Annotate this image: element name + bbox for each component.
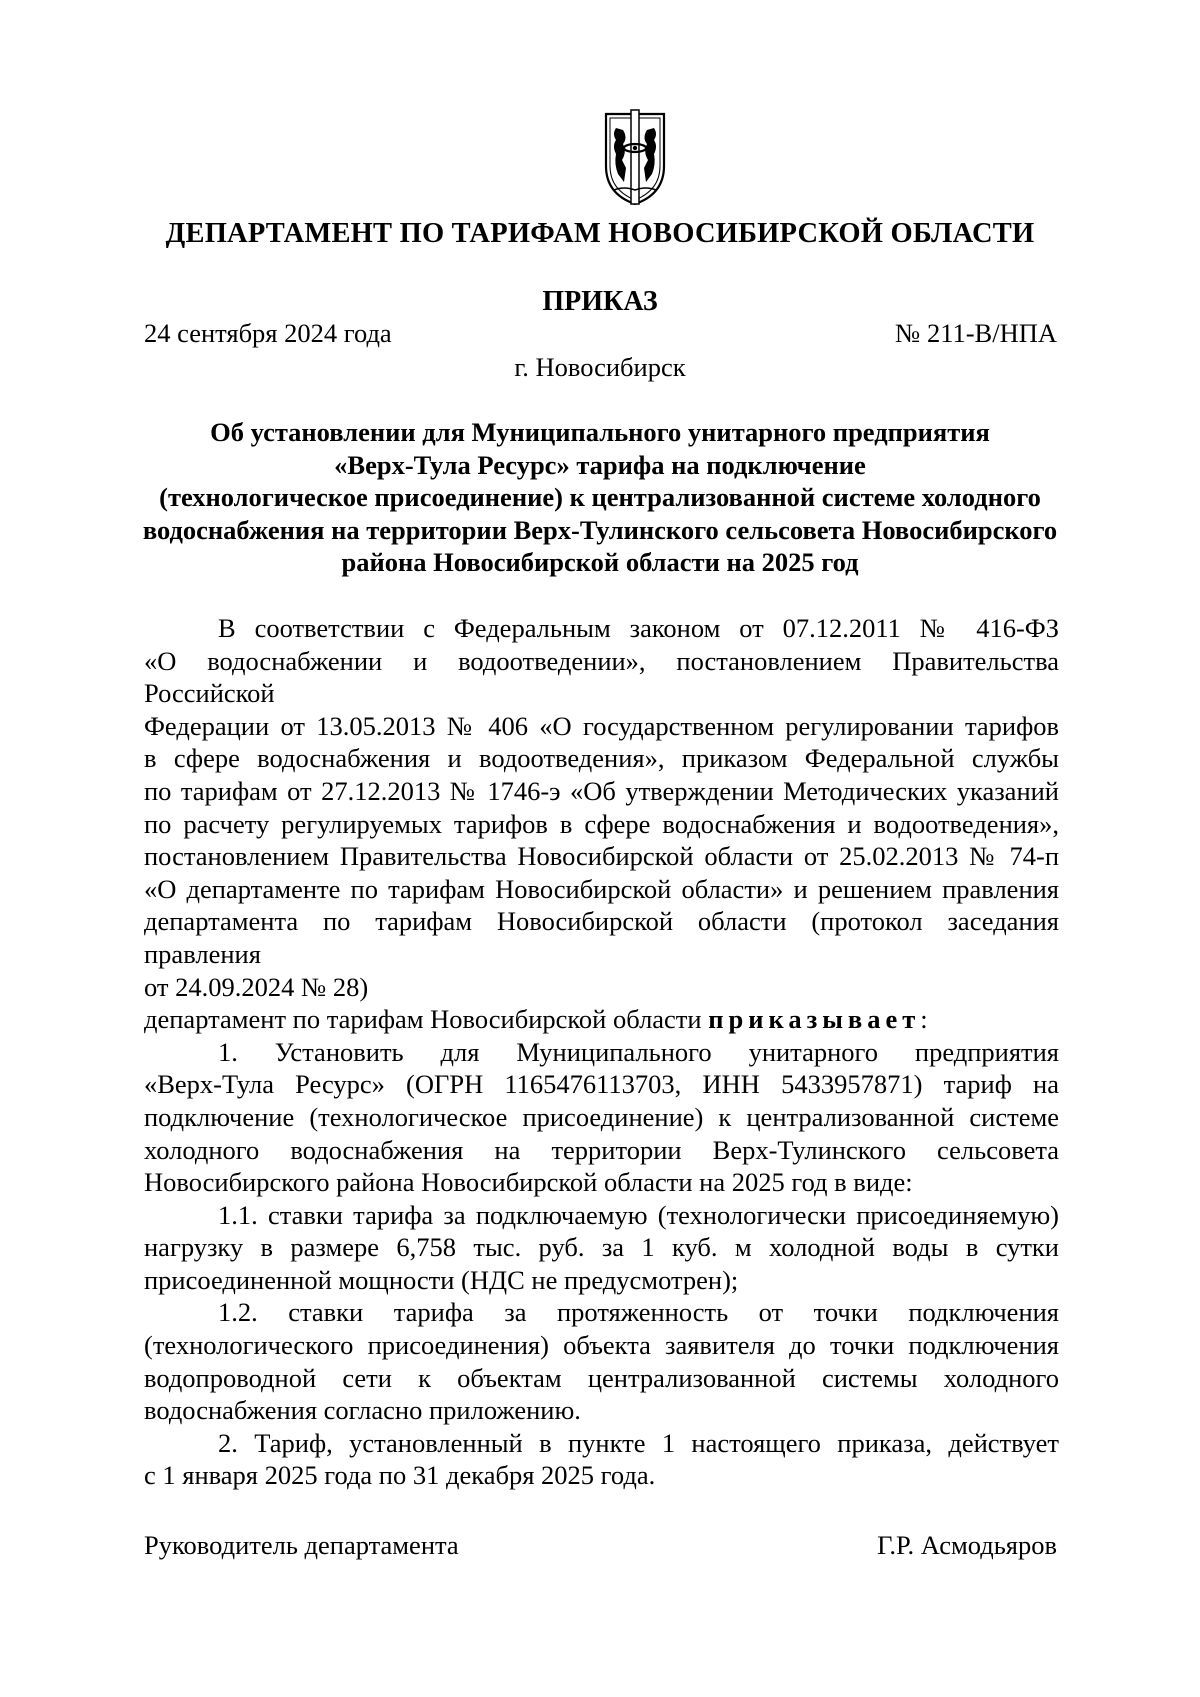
- preamble-line: Федерации от 13.05.2013 № 406 «О государственном регулировании тарифов: [144, 710, 1059, 741]
- item-2-line: 2. Тариф, установленный в пункте 1 настоящего приказа, действует: [218, 1427, 1059, 1458]
- preamble-line: от 24.09.2024 № 28): [144, 971, 369, 1002]
- item-1-line: Новосибирского района Новосибирской области на 2025 год в виде:: [144, 1167, 913, 1198]
- item-1-2-line: 1.2. ставки тарифа за протяженность от точки подключения: [218, 1297, 1059, 1328]
- orders-suffix: :: [920, 1004, 928, 1035]
- orders-word: приказывает: [708, 1004, 921, 1035]
- subject-line: района Новосибирской области на 2025 год: [341, 547, 859, 577]
- order-date: 24 сентября 2024 года: [144, 318, 392, 348]
- orders-line: [144, 1003, 1059, 1036]
- subject-line: водоснабжения на территории Верх-Тулинского сельсовета Новосибирского: [142, 514, 1058, 545]
- item-1-line: 1. Установить для Муниципального унитарного предприятия: [218, 1036, 1059, 1067]
- subject-line: (технологическое присоединение) к централизованной системе холодного: [159, 482, 1041, 512]
- item-1-line: подключение (технологическое присоединение) к централизованной системе: [144, 1101, 1059, 1132]
- document-type: ПРИКАЗ: [542, 286, 658, 317]
- coat-of-arms-icon: [594, 108, 676, 208]
- order-number: № 211-В/НПА: [895, 318, 1057, 348]
- order-body: [144, 612, 1059, 1492]
- preamble-line: «О водоснабжении и водоотведении», постановлением Правительства Российской: [144, 645, 1059, 709]
- item-1-2-line: водоснабжения согласно приложению.: [144, 1395, 581, 1426]
- preamble-line: «О департаменте по тарифам Новосибирской области» и решением правления: [144, 873, 1059, 904]
- order-subject: [140, 416, 1060, 579]
- subject-line: «Верх-Тула Ресурс» тарифа на подключение: [334, 449, 866, 480]
- preamble-line: департамента по тарифам Новосибирской области (протокол заседания правления: [144, 906, 1059, 969]
- item-1-line: «Верх-Тула Ресурс» (ОГРН 1165476113703, ИНН 5433957871) тариф на: [144, 1069, 1059, 1100]
- order-city: г. Новосибирск: [514, 352, 686, 382]
- signatory-role: Руководитель департамента: [144, 1530, 459, 1560]
- preamble-line: по тарифам от 27.12.2013 № 1746-э «Об утверждении Методических указаний: [144, 775, 1059, 806]
- orders-prefix: департамент по тарифам Новосибирской области: [144, 1004, 709, 1035]
- item-2-line: с 1 января 2025 года по 31 декабря 2025 года.: [144, 1460, 656, 1491]
- item-1-1-line: нагрузку в размере 6,758 тыс. руб. за 1 куб. м холодной воды в сутки: [144, 1232, 1059, 1263]
- item-1-2-line: водопроводной сети к объектам централизованной системы холодного: [144, 1362, 1059, 1393]
- preamble-line: постановлением Правительства Новосибирской области от 25.02.2013 № 74-п: [144, 841, 1059, 872]
- preamble-line: по расчету регулируемых тарифов в сфере водоснабжения и водоотведения»,: [144, 808, 1059, 839]
- subject-line: Об установлении для Муниципального унитарного предприятия: [210, 417, 990, 447]
- item-1-1-line: присоединенной мощности (НДС не предусмотрен);: [144, 1264, 739, 1295]
- preamble-line: в сфере водоснабжения и водоотведения», приказом Федеральной службы: [144, 743, 1059, 774]
- signatory-name: Г.Р. Асмодьяров: [877, 1530, 1057, 1560]
- preamble-line: В соответствии с Федеральным законом от 07.12.2011 № 416-ФЗ: [218, 613, 1059, 643]
- item-1-2-line: (технологического присоединения) объекта заявителя до точки подключения: [144, 1330, 1059, 1361]
- item-1-1-line: 1.1. ставки тарифа за подключаемую (технологически присоединяемую): [218, 1199, 1059, 1230]
- department-name: ДЕПАРТАМЕНТ ПО ТАРИФАМ НОВОСИБИРСКОЙ ОБЛАСТИ: [165, 218, 1035, 249]
- item-1-line: холодного водоснабжения на территории Верх-Тулинского сельсовета: [144, 1134, 1059, 1165]
